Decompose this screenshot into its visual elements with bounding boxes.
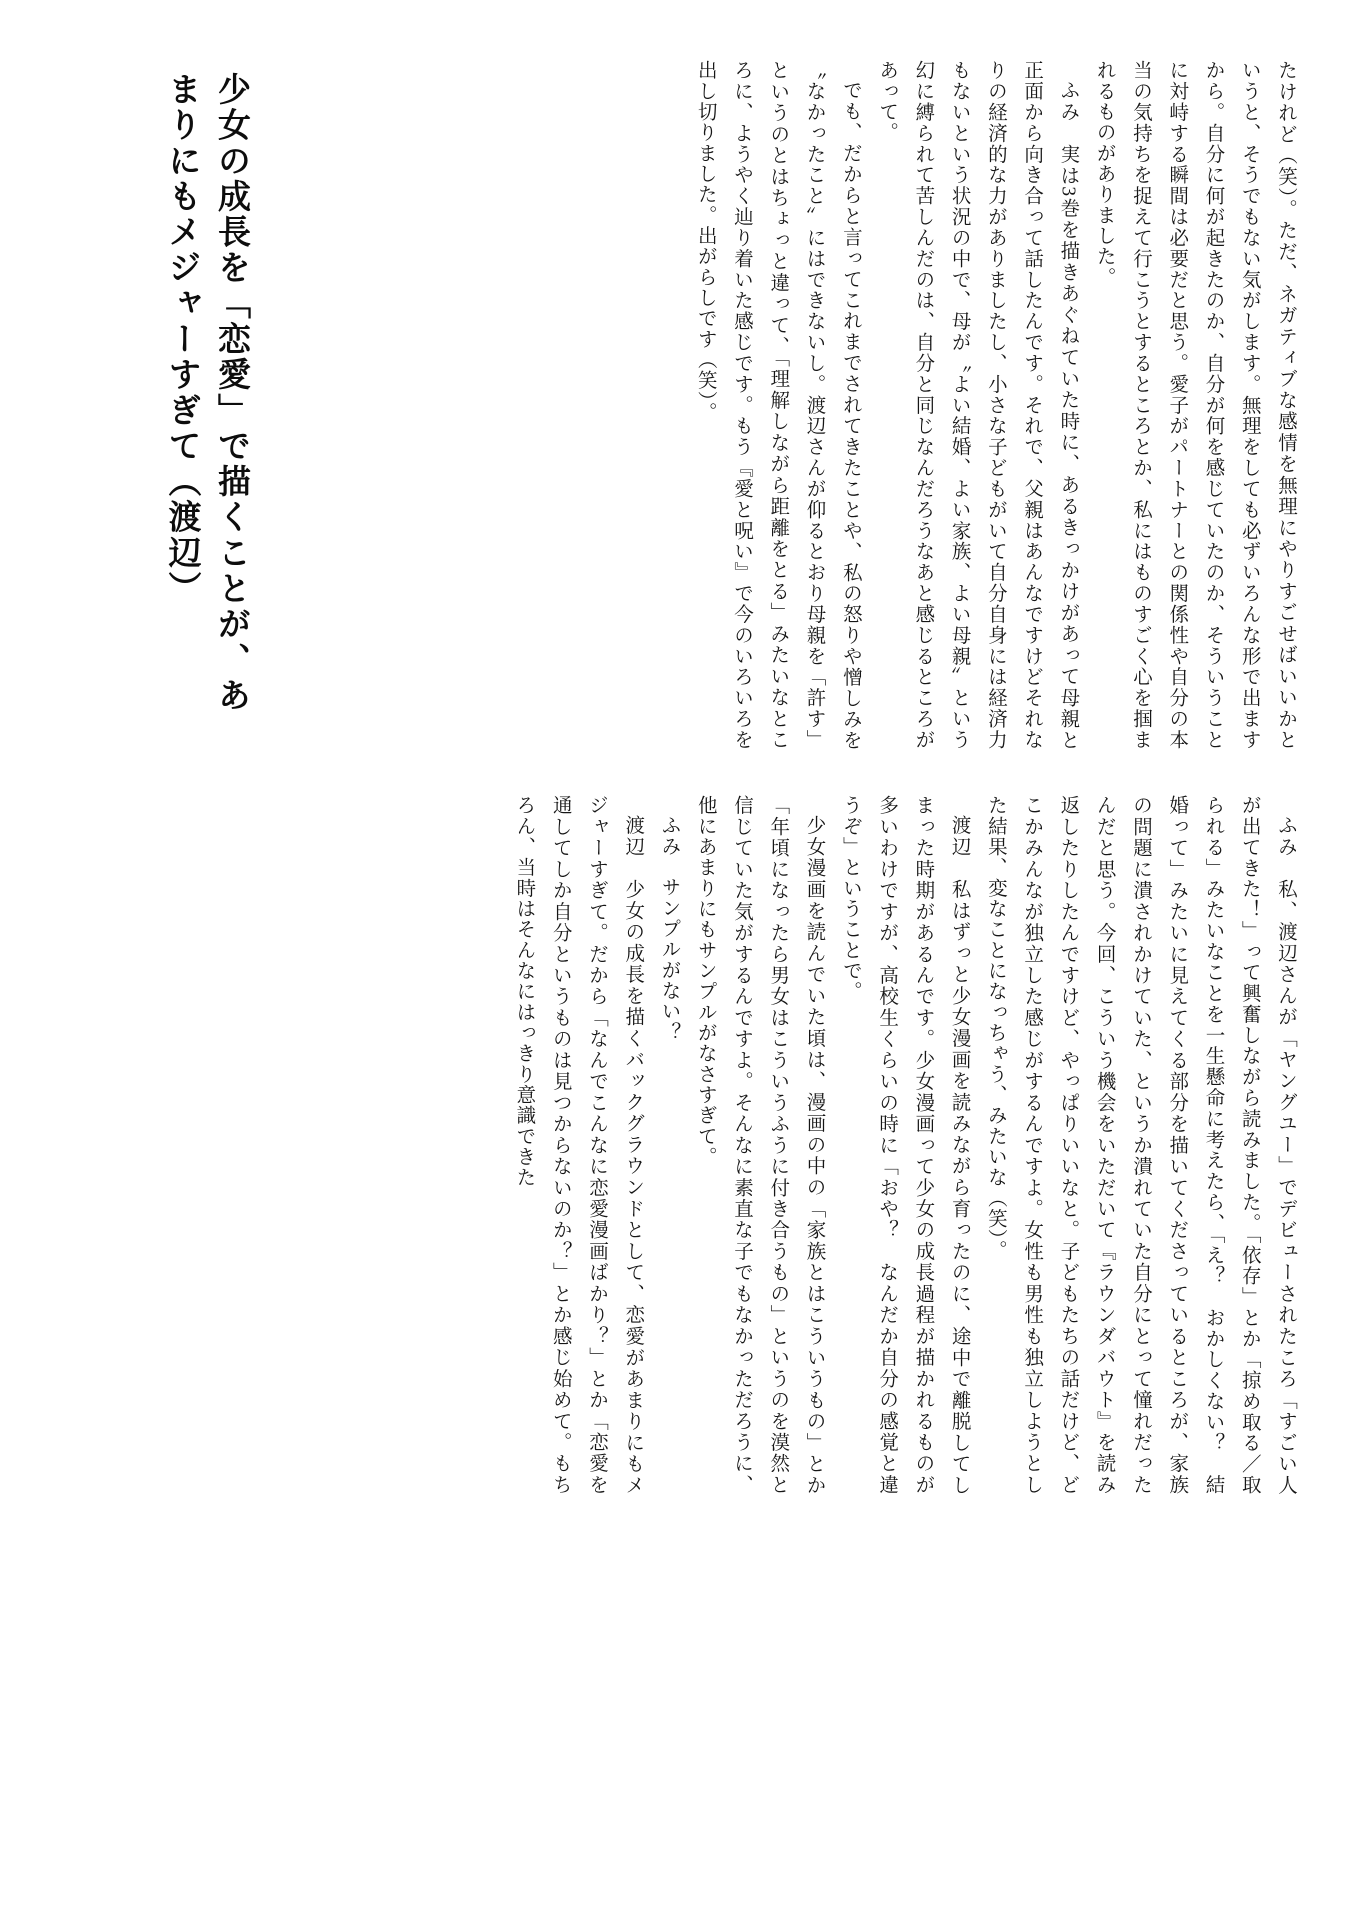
- lower-text-block: [178, 795, 1303, 1495]
- paragraph: ふみ 実は3巻を描きあぐねていた時に、あるきっかけがあって母親と正面から向き合って話したんです。それで、父親はあんなですけどそれなりの経済的な力がありましたし、小さな子どもがいて自分自身には経済力もないという状況の中で、母が〝よい結婚、よい家族、よい母親〟という幻に縛られて苦しんだのは、自分と同じなんだろうなあと感じるところがあって。: [876, 60, 1079, 750]
- paragraph: ふみ サンプルがない？: [658, 814, 680, 1042]
- paragraph: ふみ 私、渡辺さんが「ヤングユー」でデビューされたころ「すごい人が出てきた！」って興奮しながら読みました。「依存」とか「掠め取る／取られる」みたいなことを一生懸命に考えたら、「え？ おかしくない？ 結婚って」みたいに見えてくる部分を描いてくださっているところが、家族の問題に潰されかけていた、というか潰れていた自分にとって憧れだったんだと思う。今回、こういう機会をいただいて『ラウンダバウト』を読み返したりしたんですけど、やっぱりいいなと。子どもたちの話だけど、どこかみんなが独立した感じがするんですよ。女性も男性も独立しようとした結果、変なことになっちゃう、みたいな（笑）。: [984, 795, 1296, 1495]
- upper-text-block: [283, 60, 1303, 750]
- paragraph: でも、だからと言ってこれまでされてきたことや、私の怒りや憎しみを〝なかったこと〟にはできないし。渡辺さんが仰るとおり母親を「許す」というのとはちょっと違って、「理解しながら距離をとる」みたいなところに、ようやく辿り着いた感じです。もう『愛と呪い』で今のいろいろを出し切りました。出がらしです（笑）。: [694, 60, 861, 750]
- paragraph: たけれど（笑）。ただ、ネガティブな感情を無理にやりすごせばいいかというと、そうでもない気がします。無理をしても必ずいろんな形で出ますから。自分に何が起きたのか、自分が何を感じていたのか、そういうことに対峙する瞬間は必要だと思う。愛子がパートナーとの関係性や自分の本当の気持ちを捉えて行こうとするところとか、私にはものすごく心を掴まれるものがありました。: [1093, 60, 1296, 750]
- section-headline: 少女の成長を「恋愛」で描くことが、あまりにもメジャーすぎて（渡辺）: [163, 72, 249, 714]
- paragraph: 渡辺 私はずっと少女漫画を読みながら育ったのに、途中で離脱してしまった時期があるんです。少女漫画って少女の成長過程が描かれるものが多いわけですが、高校生くらいの時に「おや？ なんだか自分の感覚と違うぞ」ということで。: [839, 795, 970, 1495]
- paragraph: 少女漫画を読んでいた頃は、漫画の中の「家族とはこういうもの」とか「年頃になったら男女はこういうふうに付き合うもの」というのを漠然と信じていた気がするんですよ。そんなに素直な子でもなかっただろうに、他にあまりにもサンプルがなさすぎて。: [694, 795, 825, 1495]
- paragraph: 渡辺 少女の成長を描くバックグラウンドとして、恋愛があまりにもメジャーすぎて。だから「なんでこんなに恋愛漫画ばかり？」とか「恋愛を通してしか自分というものは見つからないのか？」とか感じ始めて。もちろん、当時はそんなにはっきり意識できた: [513, 795, 644, 1495]
